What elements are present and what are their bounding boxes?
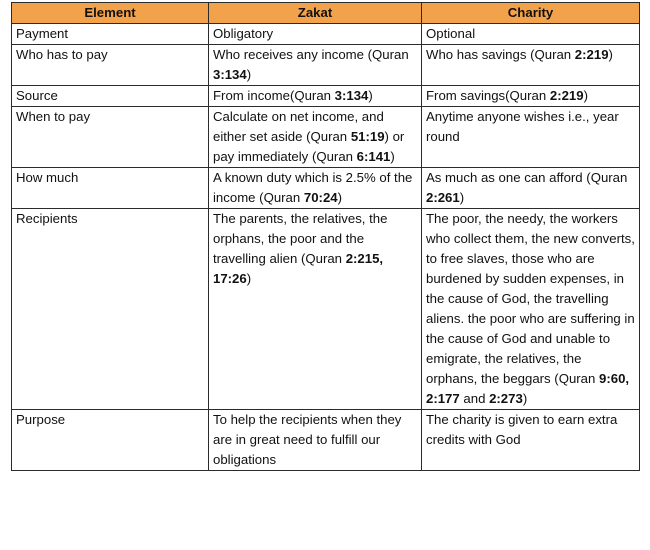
quran-reference: 9:60, 2:177 <box>426 371 630 406</box>
element-cell: How much <box>12 168 209 209</box>
quran-reference: 2:273 <box>489 391 523 406</box>
header-row <box>12 3 640 24</box>
table-header <box>12 3 640 24</box>
zakat-cell: Who receives any income (Quran 3:134) <box>209 45 422 86</box>
table-row <box>12 86 640 107</box>
quran-reference: 2:219 <box>574 47 609 62</box>
quran-reference: 6:141 <box>356 149 391 164</box>
quran-reference: 51:19 <box>350 129 385 144</box>
charity-cell: The poor, the needy, the workers who collect them, the new converts, to free slaves, those who are burdened by sudden expenses, in the cause of God, the travelling aliens. the poor who are suffering in the cause of God and unable to emigrate, the relatives, the orphans, the beggars (Quran 9:60, 2:177 and 2:273) <box>422 209 640 410</box>
zakat-cell: Obligatory <box>209 24 422 45</box>
charity-cell: From savings(Quran 2:219) <box>422 86 640 107</box>
table-row <box>12 45 640 86</box>
table-row <box>12 107 640 168</box>
element-cell: When to pay <box>12 107 209 168</box>
zakat-cell: The parents, the relatives, the orphans, the poor and the travelling alien (Quran 2:215, 17:26) <box>209 209 422 410</box>
zakat-cell: To help the recipients when they are in great need to fulfill our obligations <box>209 410 422 471</box>
quran-reference: 2:261 <box>426 190 460 205</box>
header-zakat: Zakat <box>209 3 422 24</box>
quran-reference: 2:219 <box>549 88 584 103</box>
quran-reference: 2:215, 17:26 <box>213 251 384 286</box>
element-cell: Purpose <box>12 410 209 471</box>
charity-cell: Optional <box>422 24 640 45</box>
zakat-cell: A known duty which is 2.5% of the income (Quran 70:24) <box>209 168 422 209</box>
table-row <box>12 24 640 45</box>
element-cell: Payment <box>12 24 209 45</box>
zakat-cell: Calculate on net income, and either set aside (Quran 51:19) or pay immediately (Quran 6:141) <box>209 107 422 168</box>
quran-reference: 3:134 <box>213 67 247 82</box>
charity-cell: As much as one can afford (Quran 2:261) <box>422 168 640 209</box>
quran-reference: 70:24 <box>303 190 338 205</box>
charity-cell: The charity is given to earn extra credits with God <box>422 410 640 471</box>
charity-cell: Anytime anyone wishes i.e., year round <box>422 107 640 168</box>
comparison-table <box>11 2 640 471</box>
table-row <box>12 168 640 209</box>
element-cell: Source <box>12 86 209 107</box>
table-row <box>12 209 640 410</box>
zakat-cell: From income(Quran 3:134) <box>209 86 422 107</box>
charity-cell: Who has savings (Quran 2:219) <box>422 45 640 86</box>
header-element: Element <box>12 3 209 24</box>
table-row <box>12 410 640 471</box>
table-body <box>12 24 640 471</box>
quran-reference: 3:134 <box>334 88 369 103</box>
element-cell: Who has to pay <box>12 45 209 86</box>
header-charity: Charity <box>422 3 640 24</box>
element-cell: Recipients <box>12 209 209 410</box>
